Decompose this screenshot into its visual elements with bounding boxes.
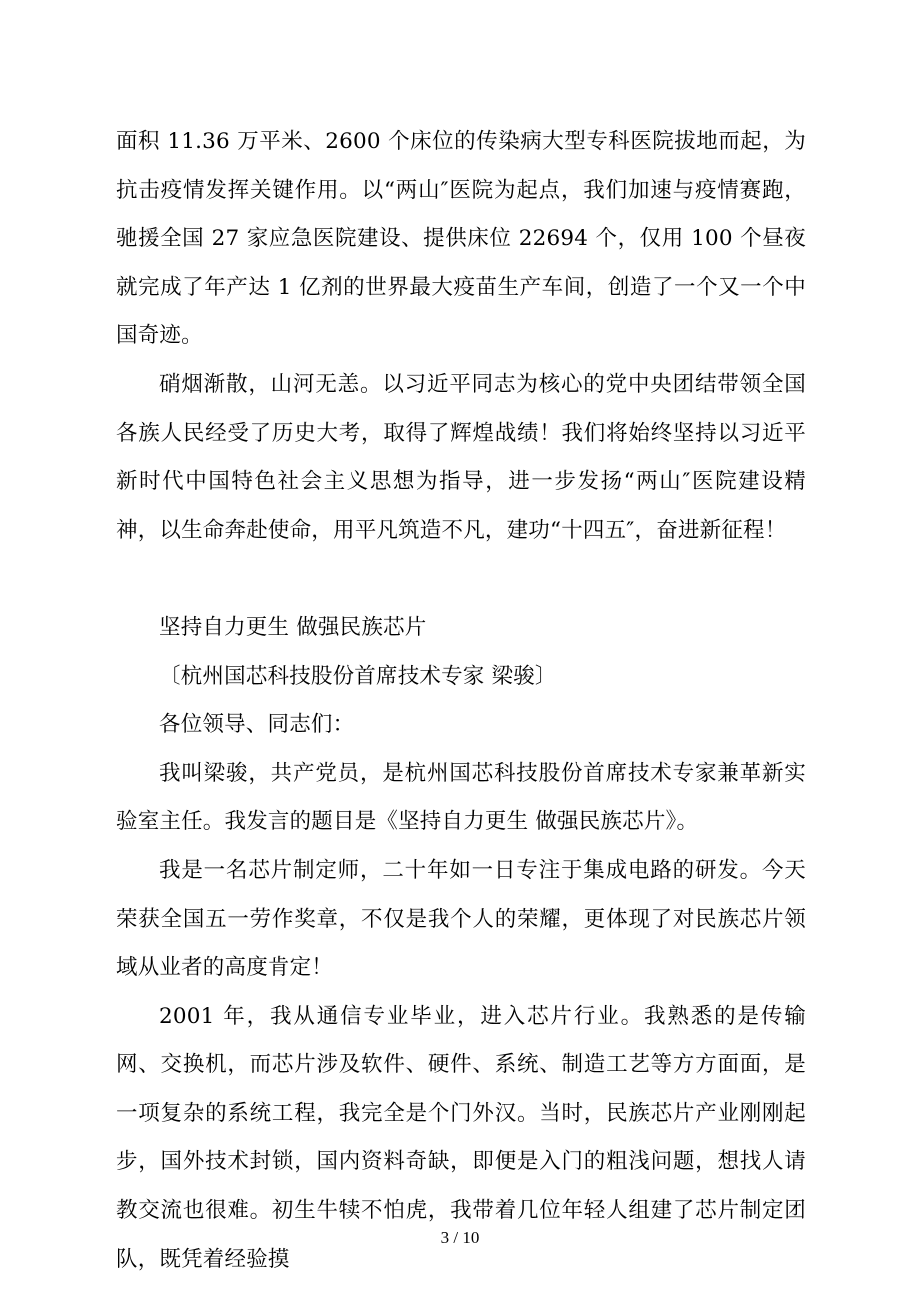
- paragraph: 硝烟渐散，山河无恙。以习近平同志为核心的党中央团结带领全国各族人民经受了历史大考，取得了辉煌战绩！我们将始终坚持以习近平新时代中国特色社会主义思想为指导，进一步发扬“两山″医院建设精神，以生命奔赴使命，用平凡筑造不凡，建功“十四五″，奋进新征程！: [116, 371, 806, 543]
- page-number: 3 / 10: [440, 1228, 480, 1247]
- paragraph: 面积 11.36 万平米、2600 个床位的传染病大型专科医院拔地而起，为抗击疫情发挥关键作用。以“两山″医院为起点，我们加速与疫情赛跑，驰援全国 27 家应急医院建设、提供床位 22694 个，仅用 100 个昼夜就完成了年产达 1 亿剂的世界最大疫苗生产车间，创造了一个又一个中国奇迹。: [116, 129, 806, 349]
- speech-title: 坚持自力更生 做强民族芯片: [159, 614, 427, 640]
- paragraph: 2001 年，我从通信专业毕业，进入芯片行业。我熟悉的是传输网、交换机，而芯片涉及软件、硬件、系统、制造工艺等方方面面，是一项复杂的系统工程，我完全是个门外汉。当时，民族芯片产业刚刚起步，国外技术封锁，国内资料奇缺，即便是入门的粗浅问题，想找人请教交流也很难。初生牛犊不怕虎，我带着几位年轻人组建了芯片制定团队，既凭着经验摸: [116, 1003, 806, 1272]
- speaker-line: 〔杭州国芯科技股份首席技术专家 梁骏〕: [159, 663, 557, 689]
- section-gap: [116, 555, 806, 604]
- paragraph: 我是一名芯片制定师，二十年如一日专注于集成电路的研发。今天荣获全国五一劳作奖章，不仅是我个人的荣耀，更体现了对民族芯片领域从业者的高度肯定！: [116, 857, 806, 981]
- paragraph: 我叫梁骏，共产党员，是杭州国芯科技股份首席技术专家兼革新实验室主任。我发言的题目是《坚持自力更生 做强民族芯片》。: [116, 760, 806, 835]
- document-body: [116, 118, 806, 1284]
- greeting: 各位领导、同志们：: [159, 712, 355, 738]
